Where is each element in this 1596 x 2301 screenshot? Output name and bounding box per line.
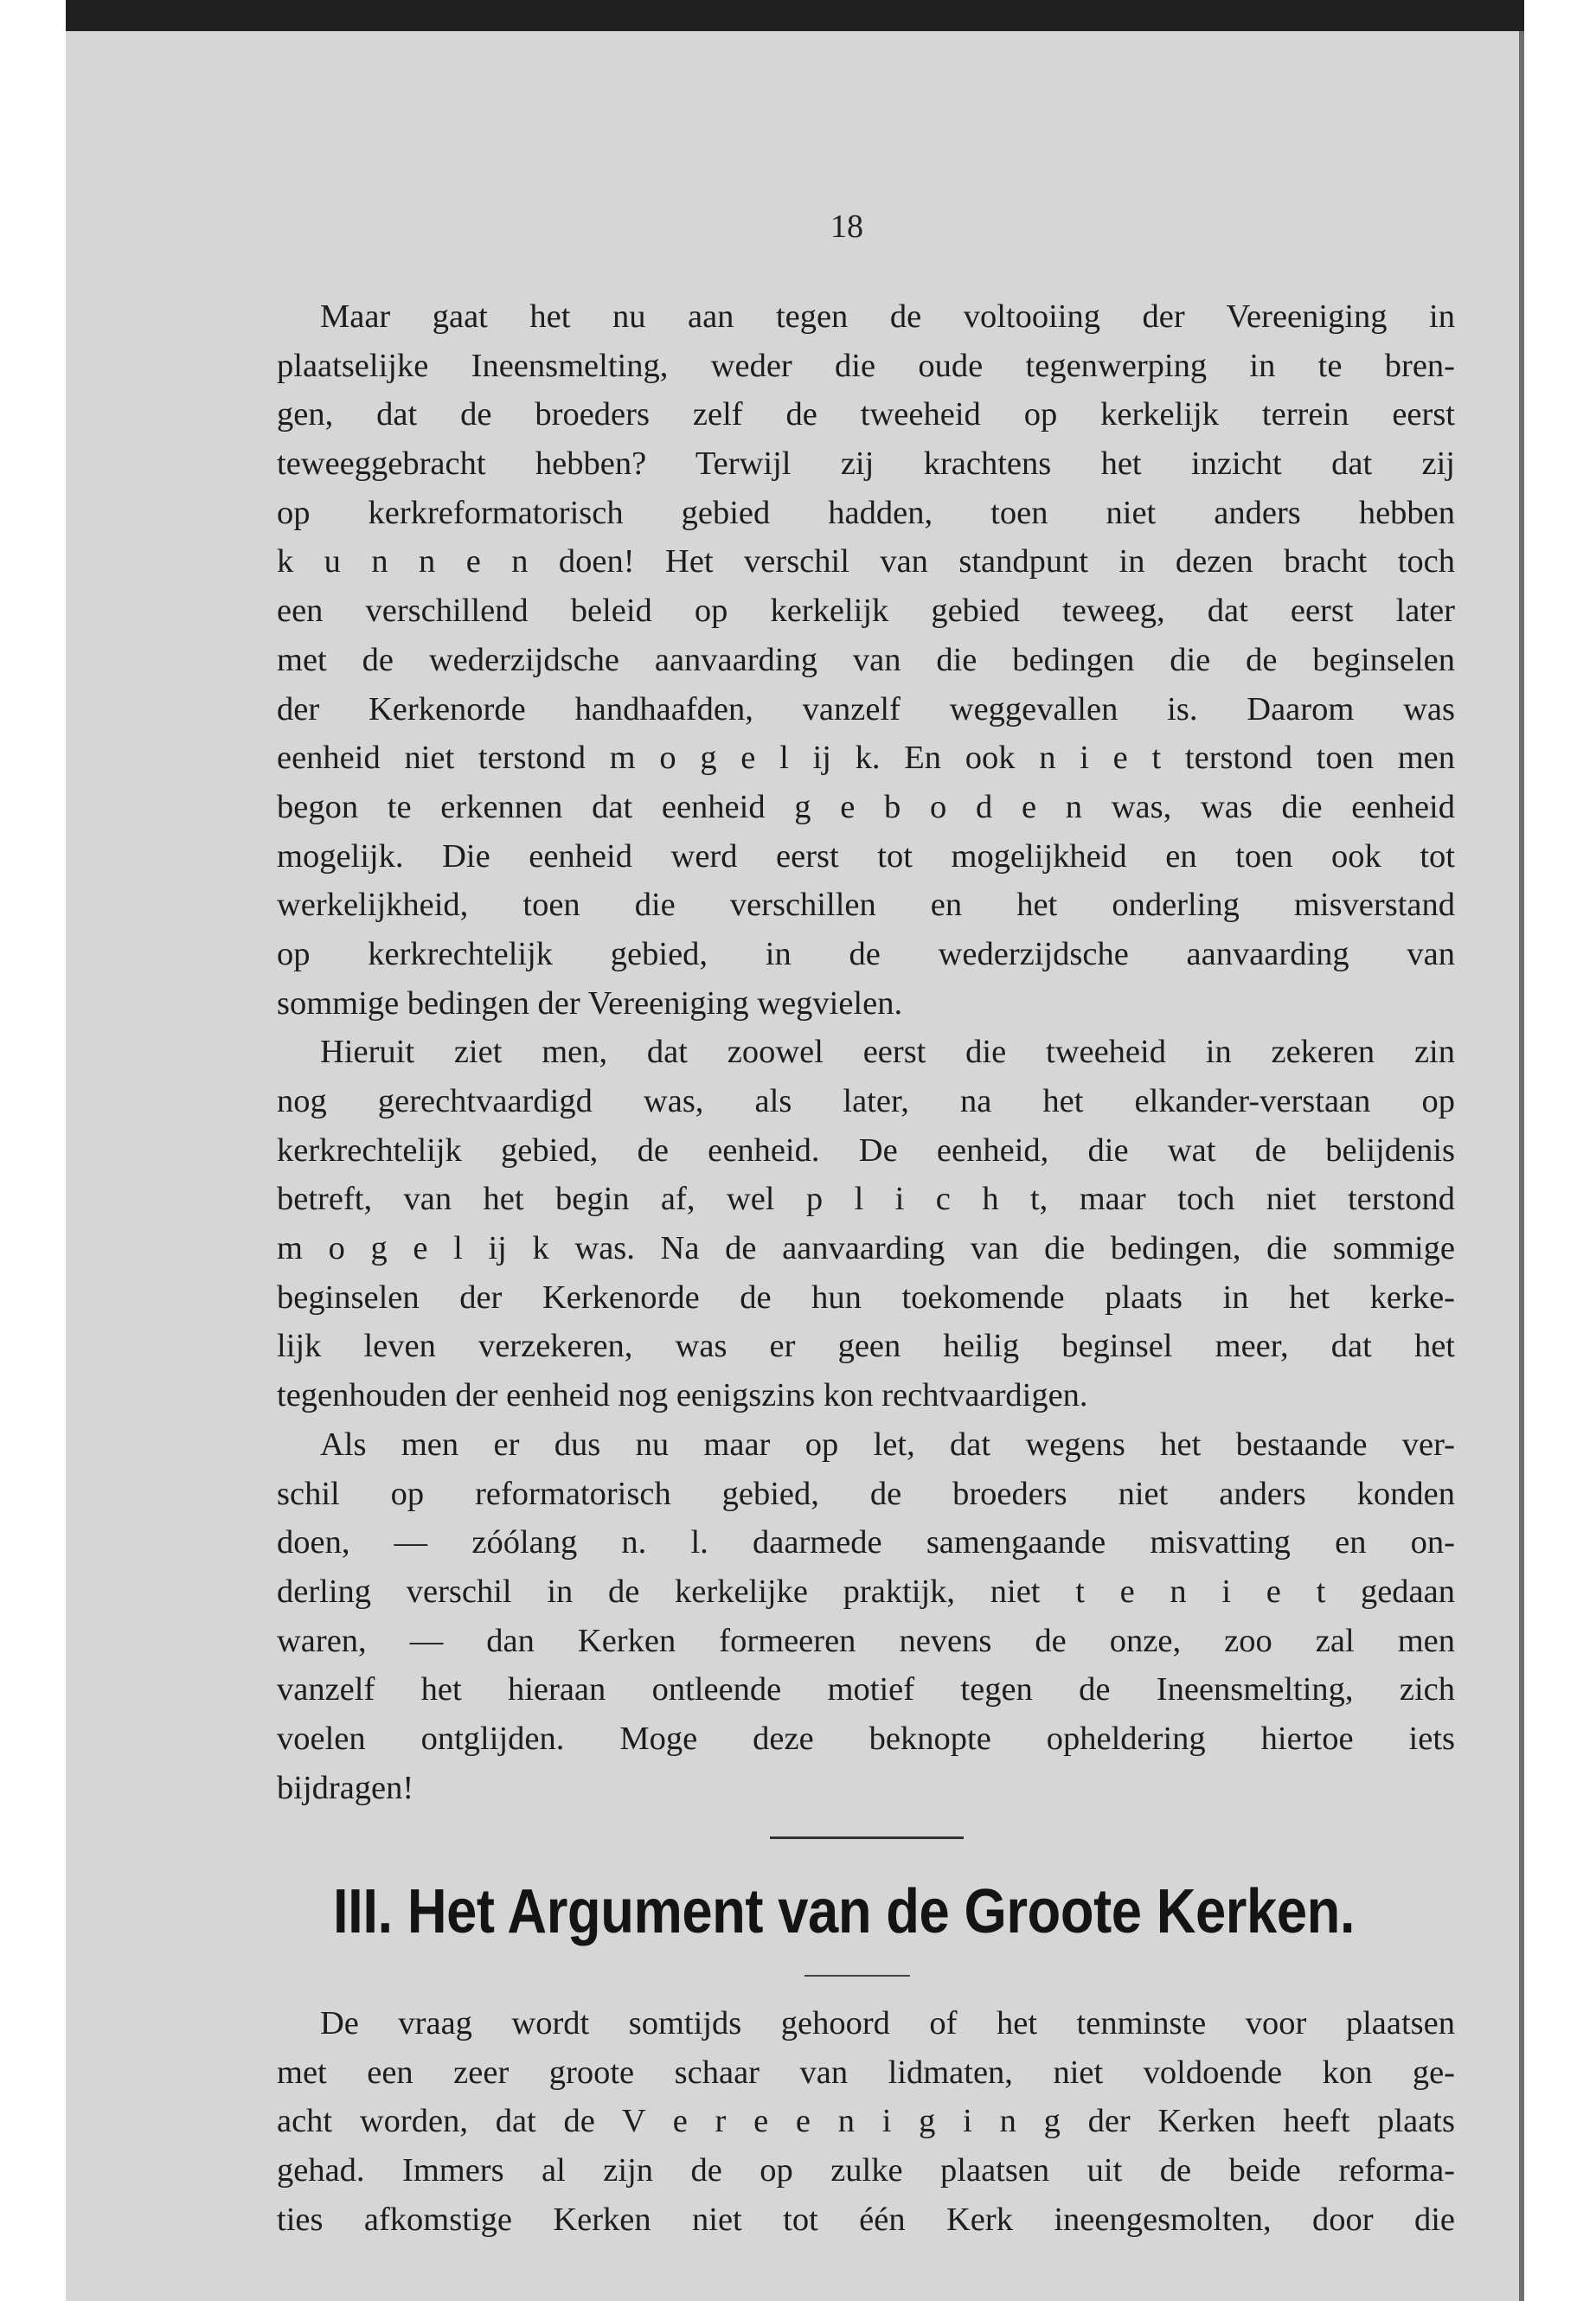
- text-line: mogelijk. Die eenheid werd eerst tot mogelijkheid en toen ook tot: [277, 837, 1455, 875]
- text-line: kerkrechtelijk gebied, de eenheid. De eenheid, die wat de belijdenis: [277, 1131, 1455, 1169]
- text-line: acht worden, dat de V e r e e n i g i n g der Kerken heeft plaats: [277, 2103, 1455, 2140]
- text-line: op kerkreformatorisch gebied hadden, toen niet anders hebben: [277, 494, 1455, 531]
- text-line: doen, — zóólang n. l. daarmede samengaande misvatting en on-: [277, 1524, 1455, 1561]
- text-line: lijk leven verzekeren, was er geen heilig beginsel meer, dat het: [277, 1328, 1455, 1365]
- text-line: der Kerkenorde handhaafden, vanzelf weggevallen is. Daarom was: [277, 690, 1455, 727]
- text-line: met de wederzijdsche aanvaarding van die bedingen die de beginselen: [277, 641, 1455, 678]
- text-line: met een zeer groote schaar van lidmaten, niet voldoende kon ge-: [277, 2054, 1455, 2091]
- scan-right-margin: [1524, 0, 1596, 2301]
- text-line: De vraag wordt somtijds gehoord of het tenminste voor plaatsen: [320, 2005, 1455, 2041]
- text-line: nog gerechtvaardigd was, als later, na het elkander-verstaan op: [277, 1083, 1455, 1119]
- text-line: Als men er dus nu maar op let, dat wegens het bestaande ver-: [320, 1426, 1455, 1463]
- text-line: eenheid niet terstond m o g e l ij k. En ook n i e t terstond toen men: [277, 740, 1455, 777]
- text-line: gehad. Immers al zijn de op zulke plaatsen uit de beide reforma-: [277, 2152, 1455, 2189]
- page-number: 18: [830, 208, 863, 245]
- text-line: bijdragen!: [277, 1769, 414, 1806]
- text-line: een verschillend beleid op kerkelijk gebied teweeg, dat eerst later: [277, 593, 1455, 630]
- text-line: tegenhouden der eenheid nog eenigszins kon rechtvaardigen.: [277, 1377, 1088, 1414]
- text-line: derling verschil in de kerkelijke praktijk, niet t e n i e t gedaan: [277, 1573, 1455, 1610]
- text-line: vanzelf het hieraan ontleende motief tegen de Ineensmelting, zich: [277, 1671, 1455, 1708]
- text-line: plaatselijke Ineensmelting, weder die oude tegenwerping in te bren-: [277, 347, 1455, 384]
- text-line: begon te erkennen dat eenheid g e b o d e n was, was die eenheid: [277, 788, 1455, 825]
- text-line: gen, dat de broeders zelf de tweeheid op kerkelijk terrein eerst: [277, 396, 1455, 433]
- text-line: ties afkomstige Kerken niet tot één Kerk ineengesmolten, door die: [277, 2201, 1455, 2238]
- section-heading: III. Het Argument van de Groote Kerken.: [333, 1877, 1356, 1946]
- text-line: schil op reformatorisch gebied, de broeders niet anders konden: [277, 1475, 1455, 1512]
- body-text-bottom: [277, 1999, 1455, 2244]
- text-line: teweeggebracht hebben? Terwijl zij krachtens het inzicht dat zij: [277, 445, 1455, 483]
- text-line: op kerkrechtelijk gebied, in de wederzijdsche aanvaarding van: [277, 935, 1455, 972]
- text-line: beginselen der Kerkenorde de hun toekomende plaats in het kerke-: [277, 1279, 1455, 1316]
- text-line: Maar gaat het nu aan tegen de voltooiing der Vereeniging in: [320, 298, 1455, 335]
- text-line: Hieruit ziet men, dat zoowel eerst die tweeheid in zekeren zin: [320, 1034, 1455, 1071]
- text-line: betreft, van het begin af, wel p l i c h t, maar toch niet terstond: [277, 1181, 1455, 1218]
- scan-top-border: [0, 0, 1596, 31]
- text-line: voelen ontglijden. Moge deze beknopte opheldering hiertoe iets: [277, 1720, 1455, 1757]
- text-line: sommige bedingen der Vereeniging wegvielen.: [277, 984, 903, 1022]
- section-divider-top: [770, 1836, 964, 1839]
- text-line: waren, — dan Kerken formeeren nevens de onze, zoo zal men: [277, 1622, 1455, 1659]
- body-text-top: [277, 292, 1455, 1812]
- scan-left-margin: [0, 0, 66, 2301]
- text-line: k u n n e n doen! Het verschil van standpunt in dezen bracht toch: [277, 543, 1455, 580]
- section-divider-bottom: [804, 1975, 910, 1977]
- text-line: werkelijkheid, toen die verschillen en het onderling misverstand: [277, 887, 1455, 924]
- text-line: m o g e l ij k was. Na de aanvaarding van die bedingen, die sommige: [277, 1230, 1455, 1267]
